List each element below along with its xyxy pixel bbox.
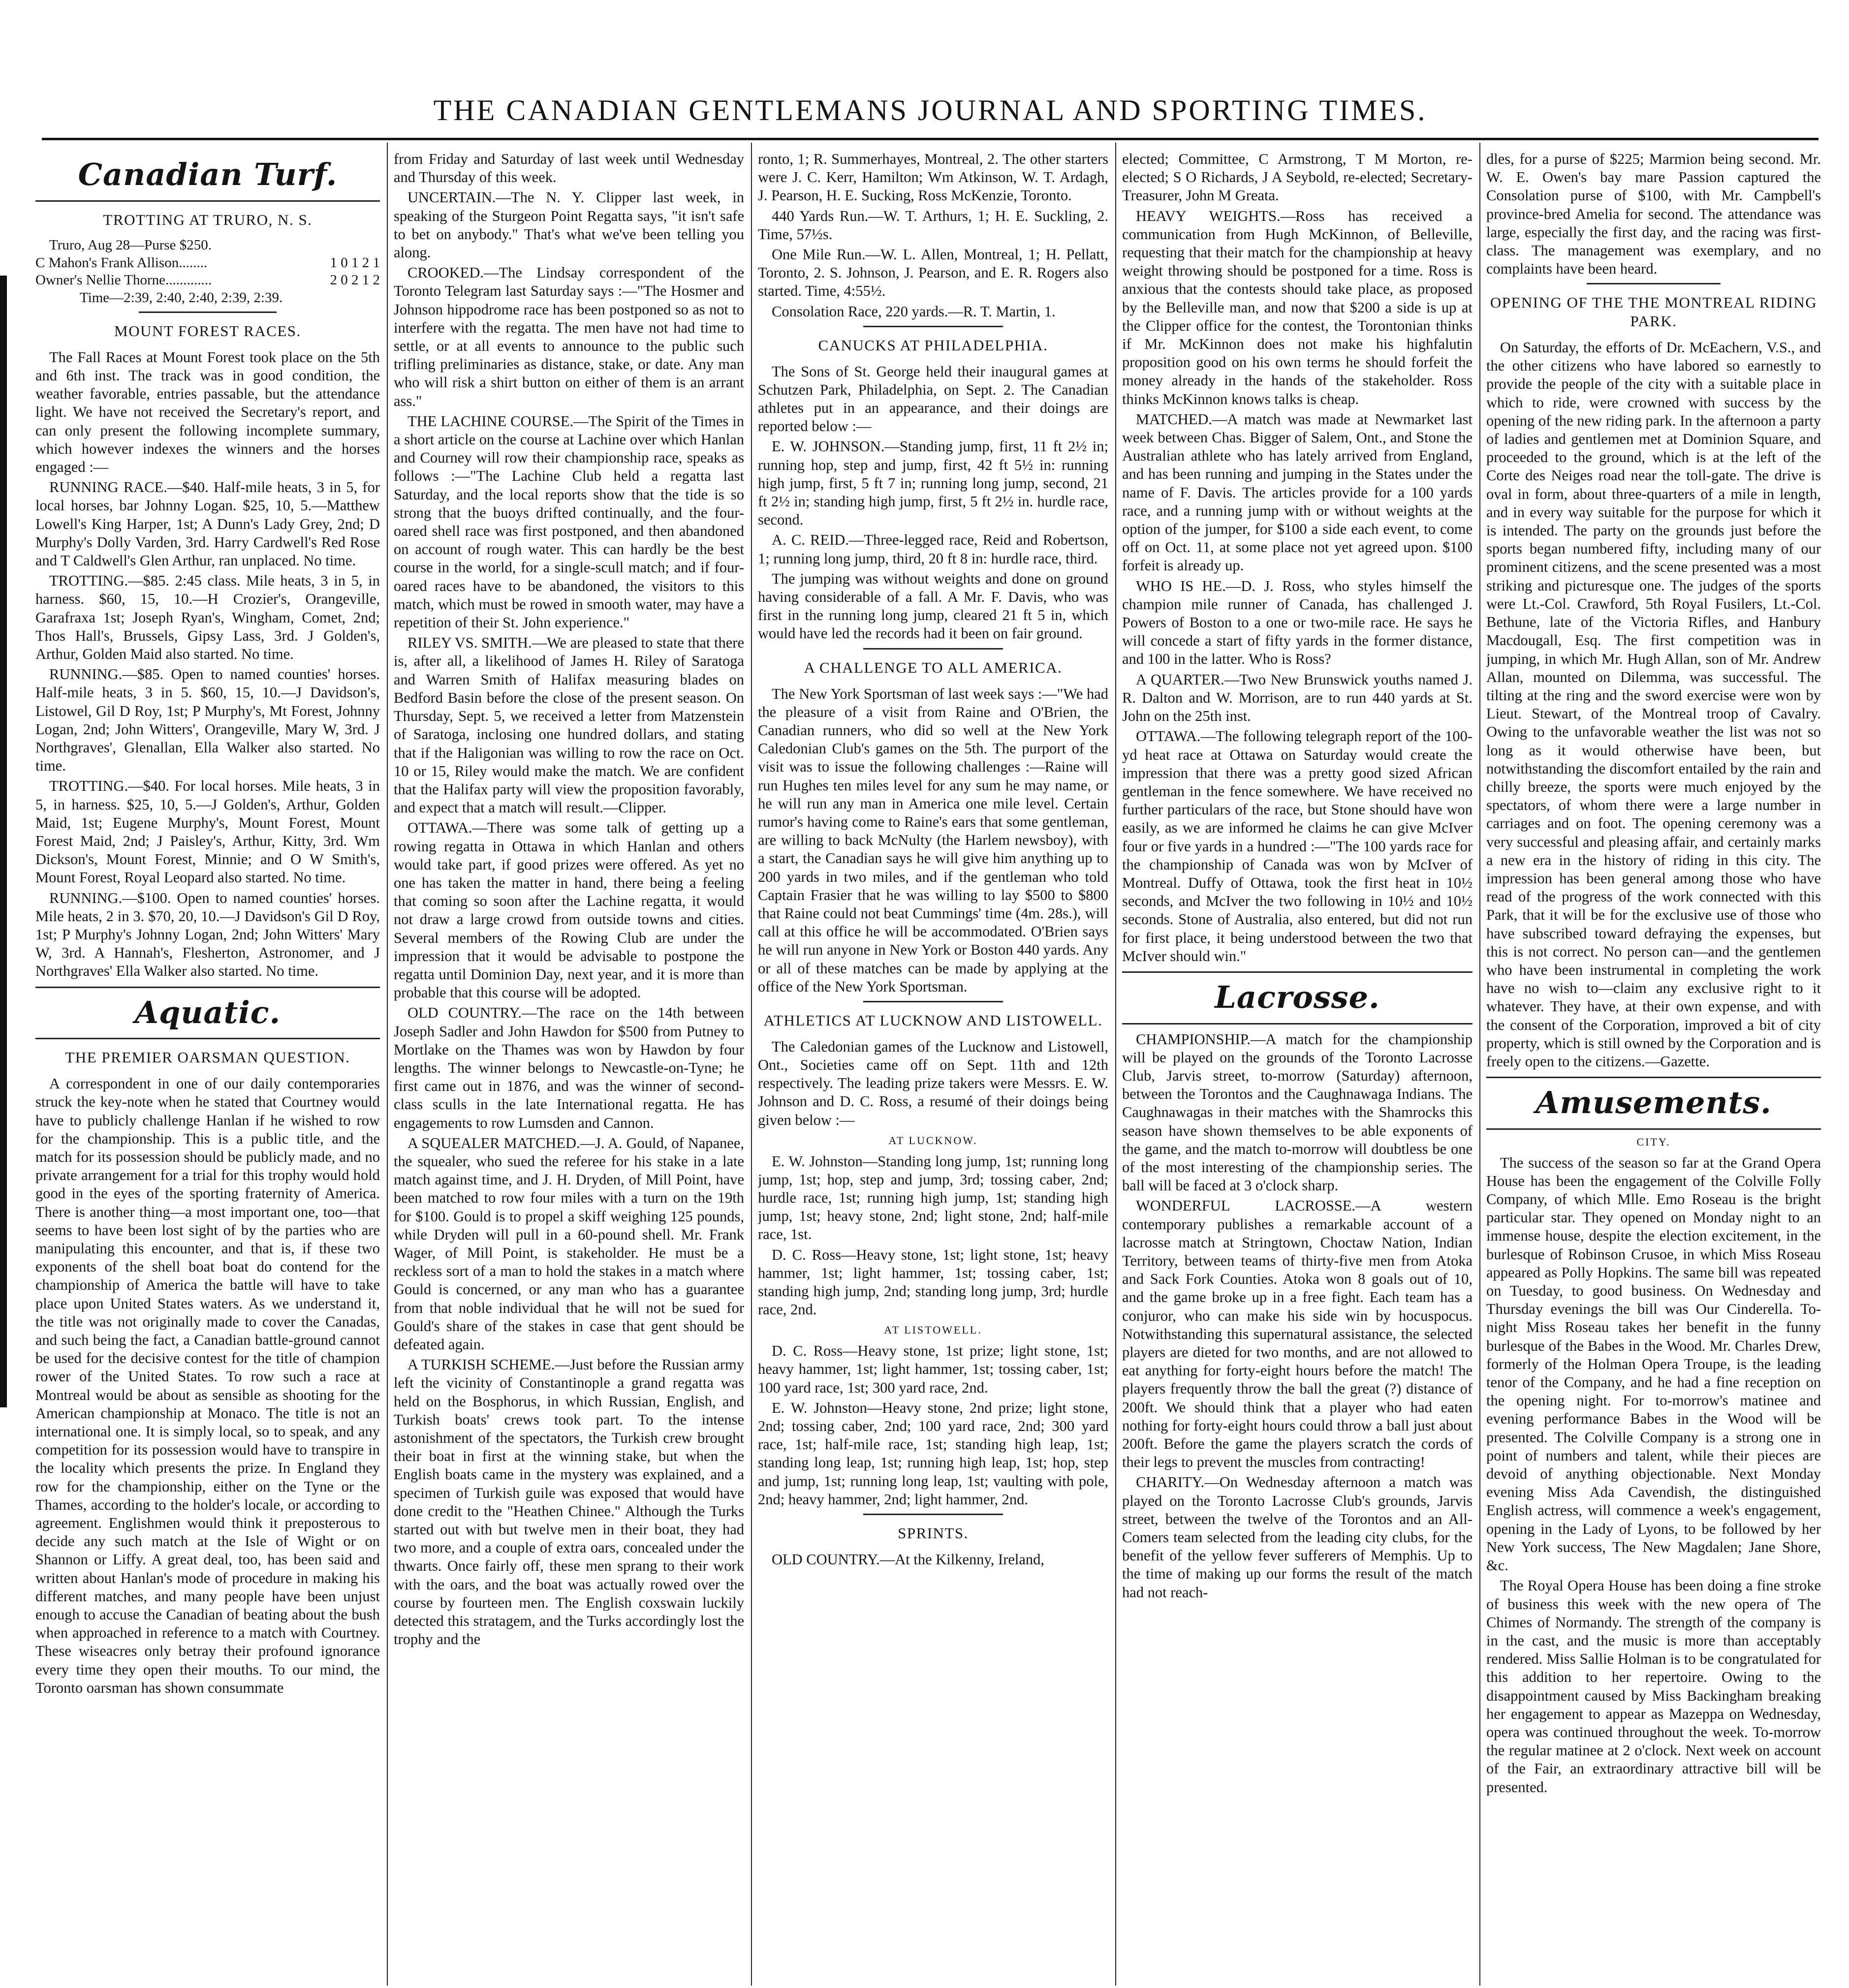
article-title: OPENING OF THE THE MONTREAL RIDING PARK. xyxy=(1490,294,1818,330)
column-4 xyxy=(1122,150,1473,1983)
article-title: CANUCKS AT PHILADELPHIA. xyxy=(818,336,1048,354)
article-title: A CHALLENGE TO ALL AMERICA. xyxy=(804,658,1063,676)
result-time: Time—2:39, 2:40, 2:40, 2:39, 2:39. xyxy=(80,289,283,306)
paragraph: ronto, 1; R. Summerhayes, Montreal, 2. The other starters were J. C. Kerr, Hamilton; Wm Atkinson, W. T. Ardagh, J. Pearson, H. E. Sucking, Ross McKenzie, Toronto. xyxy=(758,151,1108,204)
subheading: AT LUCKNOW. xyxy=(888,1134,978,1147)
paragraph: WONDERFUL LACROSSE.—A western contemporary publishes a remarkable account of a lacrosse match at Stringtown, Choctaw Nation, Indian Territory, between teams of thirty-five men from Atoka and Sack Fork Counties. Atoka won 8 goals out of 10, and the game broke up in a free fight. Each team has a conjuror, who can make his side win by hocuspocus. Notwithstanding this supernatural assistance, the selected players are dieted for two months, and are not allowed to eat anything for forty-eight hours before the match! The players frequently throw the ball the great (?) distance of 200ft. We should think that a player who had eaten nothing for forty-eight hours could throw a ball just about 200ft. Before the game the players scratch the cords of their legs to prevent the muscles from contracting! xyxy=(1122,1197,1473,1471)
paragraph: Consolation Race, 220 yards.—R. T. Martin, 1. xyxy=(772,303,1056,320)
paragraph: RILEY VS. SMITH.—We are pleased to state that there is, after all, a likelihood of James H. Riley of Saratoga and Warren Smith of Halifax measuring blades on Bedford Basin before the close of the present season. On Thursday, Sept. 5, we received a letter from Matzenstein of Saratoga, inclosing one hundred dollars, and stating that if the Haligonian was willing to row the race on Oct. 10 or 15, Riley would make the match. We are confident that the Halifax party will view the proposition favorably, and expect that a match will result.—Clipper. xyxy=(394,634,744,816)
paragraph: TROTTING.—$85. 2:45 class. Mile heats, 3 in 5, in harness. $60, 15, 10.—H Crozier's, Orangeville, Garafraxa 1st; Joseph Ryan's, Wingham, Comet, 2nd; Thos Hall's, Brussels, Gipsy Lass, 3rd. J Golden's, Arthur, Golden Maid also started. No time. xyxy=(35,572,380,662)
heat-scores: 2 0 2 1 2 xyxy=(330,272,380,288)
column-rule xyxy=(751,143,752,1986)
article-title: TROTTING AT TRURO, N. S. xyxy=(103,211,313,228)
column-2 xyxy=(394,150,744,1983)
column-rule xyxy=(387,143,388,1986)
masthead: THE CANADIAN GENTLEMANS JOURNAL AND SPORTING TIMES. xyxy=(433,94,1427,126)
subheading: AT LISTOWELL. xyxy=(884,1324,982,1336)
divider xyxy=(863,1514,1003,1515)
paragraph: RUNNING.—$100. Open to named counties' horses. Mile heats, 2 in 3. $70, 20, 10.—J Davidson's Gil D Roy, 1st; P Murphy's Johnny Logan, 2nd; John Witters' Mary W, 3rd. A Hannah's, Flesherton, Astronomer, and J Northgraves' Ella Walker also started. No time. xyxy=(35,889,380,980)
paragraph: The success of the season so far at the Grand Opera House has been the engagement of the Colville Folly Company, of which Mlle. Emo Roseau is the bright particular star. They opened on Monday night to an immense house, despite the election excitement, in the burlesque of Robinson Crusoe, in which Miss Roseau appeared as Polly Hopkins. The same bill was repeated on Tuesday, to good business. On Wednesday and Thursday evenings the bill was Our Cinderella. To-night Miss Roseau takes her benefit in the funny burlesque of the Babes in the Wood. Mr. Charles Drew, formerly of the Holman Opera Troupe, is the leading tenor of the Company, and he had a fine reception on the opening night. For to-morrow's matinee and evening performance Babes in the Wood will be presented. The Colville Company is a strong one in point of numbers and talent, while their pieces are devoid of anything objectionable. Next Monday evening Miss Ada Cavendish, the distinguished English actress, will commence a week's engagement, opening in the Lady of Lyons, to be followed by her New York success, The New Magdalen; Jane Shore, &c. xyxy=(1486,1154,1821,1574)
paragraph: D. C. Ross—Heavy stone, 1st prize; light stone, 1st; heavy hammer, 1st; light hammer, 1st; tossing caber, 1st; 100 yard race, 1st; 300 yard race, 2nd. xyxy=(758,1342,1108,1396)
section-heading-lacrosse: Lacrosse. xyxy=(1215,979,1380,1015)
paragraph: One Mile Run.—W. L. Allen, Montreal, 1; H. Pellatt, Toronto, 2. S. Johnson, J. Pearson, and E. R. Rogers also started. Time, 4:55½. xyxy=(758,246,1108,300)
divider xyxy=(35,1038,380,1039)
paragraph: On Saturday, the efforts of Dr. McEachern, V.S., and the other citizens who have labored so earnestly to provide the people of the city with a suitable place in which to ride, were crowned with success by the opening of the new riding park. In the afternoon a party of ladies and gentlemen met at Dominion Square, and proceeded to the ground, which is at the left of the Corte des Neiges road near the toll-gate. The drive is oval in form, about three-quarters of a mile in length, and in every way suitable for the purpose for which it is intended. The party on the grounds just before the sports began numbered fifty, including many of our prominent citizens, and the scene presented was a most striking and picturesque one. The judges of the sports were Lt.-Col. Crawford, 5th Royal Fusilers, Lt.-Col. Bethune, late of the Victoria Rifles, and Hanbury Macdougall, Esq. The first competition was in jumping, in which Mr. Hugh Allan, son of Mr. Andrew Allan, mounted on Dilemma, was successful. The tilting at the ring and the sword exercise were won by Lieut. Stewart, of the Montreal troop of Cavalry. Owing to the unfavorable weather the list was not so long as it would otherwise have been, but notwithstanding the discomfort entailed by the rain and chilly breeze, the sports were much enjoyed by the spectators, of whom there were a large number in carriages and on foot. The opening ceremony was a very successful and pleasing affair, and certainly marks a new era in the history of riding in this city. The impression has been general among those who have read of the progress of the work connected with this Park, that it will be for the exclusive use of those who have subscribed toward defraying the expenses, but this is not correct. No person can—and the gentlemen who have been instrumental in completing the work have no wish to—claim any exclusive right to it whatever. They have, at their own expense, and with the consent of the Corporation, improved a bit of city property, which is still owned by the Corporation and is freely open to the citizens.—Gazette. xyxy=(1486,339,1821,1070)
binding-edge xyxy=(0,276,7,1407)
article-title: SPRINTS. xyxy=(898,1524,969,1542)
paragraph: The Sons of St. George held their inaugural games at Schutzen Park, Philadelphia, on Sept. 2. The Canadian athletes put in an appearance, and their doings are reported below :— xyxy=(758,363,1108,435)
paragraph: THE LACHINE COURSE.—The Spirit of the Times in a short article on the course at Lachine over which Hanlan and Courney will row their championship race, speaks as follows :—"The Lachine Club held a regatta last Saturday, and the local reports show that the tide is so strong that the buoys drifted continually, and the four-oared shell race was first postponed, and then abandoned on account of rough water. This can hardly be the best course in the world, for a single-scull match; and if four-oared races have to be abandoned, the visitors to this match, which must be rowed in smooth water, may have a repetition of their St. John experience." xyxy=(394,412,744,631)
paragraph: WHO IS HE.—D. J. Ross, who styles himself the champion mile runner of Canada, has challenged J. Powers of Boston to a one or two-mile race. He says he will concede a start of fifty yards in the former distance, and 100 in the latter. Who is Ross? xyxy=(1122,577,1473,668)
paragraph: A. C. REID.—Three-legged race, Reid and Robertson, 1; running long jump, third, 20 ft 8 in: hurdle race, third. xyxy=(758,531,1108,567)
paragraph: UNCERTAIN.—The N. Y. Clipper last week, in speaking of the Sturgeon Point Regatta says, "it isn't safe to bet on anybody." That's what we've been telling you along. xyxy=(394,189,744,261)
paragraph: CHAMPIONSHIP.—A match for the championship will be played on the grounds of the Toronto Lacrosse Club, Jarvis street, to-morrow (Saturday) afternoon, between the Torontos and the Caughnawaga Indians. The Caughnawagas in their matches with the Shamrocks this season have shown themselves to be able exponents of the game, and the match to-morrow will doubtless be one of the most interesting of the championship series. The ball will be faced at 3 o'clock sharp. xyxy=(1122,1030,1473,1194)
divider xyxy=(863,1001,1003,1002)
paragraph: OLD COUNTRY.—At the Kilkenny, Ireland, xyxy=(772,1551,1045,1568)
paragraph: OLD COUNTRY.—The race on the 14th between Joseph Sadler and John Hawdon for $500 from Putney to Mortlake on the Thames was won by Hawdon by four lengths. The winner belongs to Newcastle-on-Tyne; he first came out in 1876, and was the winner of second-class sculls in the late International regatta. He has engagements to row Lumsden and Cannon. xyxy=(394,1004,744,1131)
paragraph: OTTAWA.—The following telegraph report of the 100-yd heat race at Ottawa on Saturday would create the impression that there was a pretty good sized African gentleman in the fence somewhere. We have received no further particulars of the race, but Stone should have won easily, as we are informed he claims he can give McIver four or five yards in a hundred :—"The 100 yards race for the championship of Canada was won by McIver of Montreal. Duffy of Ottawa, took the first heat in 10½ seconds, and McIver the two following in 10½ and 10½ seconds. Stone of Australia, also entered, but did not run for first place, it being understood between the two that McIver should win." xyxy=(1122,728,1473,964)
column-5 xyxy=(1486,150,1821,1983)
column-rule xyxy=(1479,143,1480,1986)
paragraph: 440 Yards Run.—W. T. Arthurs, 1; H. E. Suckling, 2. Time, 57½s. xyxy=(758,207,1108,243)
paragraph: A correspondent in one of our daily contemporaries struck the key-note when he stated that Courtney would have to publicly challenge Hanlan if he wished to row for the championship. This is a public title, and the match for its possession should be publicly made, and no private arrangement for a trial for this trophy would hold good in the eyes of the sporting fraternity of America. There is another thing—a most important one, too—that seems to have been lost sight of by the parties who are manipulating this encounter, and that is, if these two exponents of the shell boat boat do contend for the championship of America the battle will have to take place upon United States waters. As we understand it, the title was not originally made to cover the Canadas, and such being the fact, a Canadian battle-ground cannot be used for the decisive contest for the title of champion rower of the United States. To row such a race at Montreal would be about as sensible as shooting for the American championship at Monaco. The title is not an international one. It is simply local, so to speak, and any competition for its possession would have to transpire in the locality which presents the prize. In England they row for the championship, either on the Tyne or the Thames, according to the holder's locale, or according to agreement. Englishmen would think it preposterous to decide any such match at the Isle of Wight or on Shannon or Liffy. A great deal, too, has been said and written about Hanlan's mode of procedure in making his different matches, and many people have been unjust enough to accuse the Canadian of beating about the bush when approached in reference to a match with Courtney. These wiseacres only betray their profound ignorance every time they open their mouths. To our mind, the Toronto oarsman has shown consummate xyxy=(35,1075,380,1696)
paragraph: CROOKED.—The Lindsay correspondent of the Toronto Telegram last Saturday says :—"The Hosmer and Johnson hippodrome race has been postponed so as not to interfere with the regatta. The men have not had time to settle, or at all events to announce to the public such trifling preliminaries as distance, stake, or date. Any man who will risk a shirt button on either of them is an arrant ass." xyxy=(394,264,744,409)
paragraph: A QUARTER.—Two New Brunswick youths named J. R. Dalton and W. Morrison, are to run 440 yards at St. John on the 25th inst. xyxy=(1122,671,1473,725)
divider xyxy=(863,326,1003,327)
paragraph: The jumping was without weights and done on ground having considerable of a fall. A Mr. F. Davis, who was first in the running long jump, cleared 21 ft 5 in, which would have led the records had it been on fair ground. xyxy=(758,570,1108,642)
masthead-rule xyxy=(42,138,1818,140)
paragraph: E. W. JOHNSON.—Standing jump, first, 11 ft 2½ in; running hop, step and jump, first, 42 ft 5½ in: running high jump, first, 5 ft 7 in; running long jump, second, 21 ft 2½ in; standing high jump, first, 5 ft 2½ in. hurdle race, second. xyxy=(758,438,1108,528)
paragraph: OTTAWA.—There was some talk of getting up a rowing regatta in Ottawa in which Hanlan and others would take part, if good prizes were offered. As yet no one has taken the matter in hand, there being a feeling that coming so soon after the Lachine regatta, it would not draw a large crowd from outside towns and cities. Several members of the Rowing Club are under the impression that it would be advisable to postpone the regatta until Dominion Day, next year, and it is more than probable that this course will be adopted. xyxy=(394,819,744,1001)
results-table xyxy=(35,237,380,307)
paragraph: MATCHED.—A match was made at Newmarket last week between Chas. Bigger of Salem, Ont., and Stone the Australian athlete who has lately arrived from England, and has been running and jumping in the States under the name of F. Davis. The articles provide for a 100 yards race, and a running jump with or without weights at the option of the jumper, for $100 a side each event, to come off on Oct. 11, at some place not yet agreed upon. $100 forfeit is already up. xyxy=(1122,410,1473,574)
paragraph: D. C. Ross—Heavy stone, 1st; light stone, 1st; heavy hammer, 1st; light hammer, 1st; tossing caber, 1st; standing high jump, 2nd; standing long jump, 3rd; hurdle race, 2nd. xyxy=(758,1246,1108,1318)
paragraph: HEAVY WEIGHTS.—Ross has received a communication from Hugh McKinnon, of Belleville, requesting that their match for the championship at heavy weight throwing should be postponed for a time. Ross is anxious that the contests should take place, as proposed by the Belleville man, and now that $200 a side is up at the Clipper office for the contest, the Torontonian thinks if Mr. McKinnon does not make his highfalutin proposition good on his own terms he should forfeit the money already in the hands of the stakeholder. Ross thinks McKinnon knows talks is cheap. xyxy=(1122,207,1473,407)
result-row xyxy=(35,254,380,272)
paragraph: The Caledonian games of the Lucknow and Listowell, Ont., Societies came off on Sept. 11th and 12th respectively. The leading prize takers were Messrs. E. W. Johnson and D. C. Ross, a resumé of their doings being given below :— xyxy=(758,1038,1108,1128)
subheading: CITY. xyxy=(1636,1135,1671,1148)
divider xyxy=(35,200,380,202)
column-3 xyxy=(758,150,1108,1983)
paragraph: E. W. Johnston—Heavy stone, 2nd prize; light stone, 2nd; tossing caber, 2nd; 100 yard race, 2nd; 300 yard race, 1st; half-mile race, 1st; standing high leap, 1st; standing long leap, 1st; running high leap, 1st; hop, step and jump, 1st; running long leap, 1st; vaulting with pole, 2nd; heavy hammer, 2nd; light hammer, 2nd. xyxy=(758,1399,1108,1508)
paragraph: TROTTING.—$40. For local horses. Mile heats, 3 in 5, in harness. $25, 10, 5.—J Golden's, Arthur, Golden Maid, 1st; Eugene Murphy's, Mount Forest, Mount Forest Maid, 2nd; J Paisley's, Arthur, Kitty, 3rd. Wm Dickson's, Mount Forest, Minnie; and O W Smith's, Mount Forest, Royal Leopard also started. No time. xyxy=(35,777,380,886)
column-1 xyxy=(35,150,380,1983)
result-row xyxy=(35,272,380,289)
result-line: Truro, Aug 28—Purse $250. xyxy=(49,237,212,253)
paragraph: E. W. Johnston—Standing long jump, 1st; running long jump, 1st; hop, step and jump, 3rd; tossing caber, 2nd; hurdle race, 1st; running high jump, 1st; standing high jump, 1st; heavy stone, 2nd; light stone, 2nd; half-mile race, 1st. xyxy=(758,1152,1108,1243)
paragraph: RUNNING RACE.—$40. Half-mile heats, 3 in 5, for local horses, bar Johnny Logan. $25, 10, 5.—Matthew Lowell's King Harper, 1st; A Dunn's Lady Grey, 2nd; D Murphy's Dolly Varden, 3rd. Harry Cardwell's Red Rose and T Caldwell's Glen Arthur, ran unplaced. No time. xyxy=(35,479,380,569)
divider xyxy=(1122,1023,1473,1025)
column-rule xyxy=(1115,143,1116,1986)
article-title: THE PREMIER OARSMAN QUESTION. xyxy=(65,1049,350,1066)
section-heading-aquatic: Aquatic. xyxy=(134,994,281,1030)
paragraph: A SQUEALER MATCHED.—J. A. Gould, of Napanee, the squealer, who sued the referee for his stake in a late match against time, and J. H. Dryden, of Mill Point, have been matched to row four miles with a turn on the 19th for $100. Gould is to propel a skiff weighing 125 pounds, while Dryden will pull in a 60-pound shell. Mr. Frank Wager, of Mill Point, is stakeholder. He must be a reckless sort of a man to hold the stakes in a match where Gould is concerned, or any man who has a guarantee from that noble individual that he will not be sued for Gould's share of the stakes in case that gent should be defeated again. xyxy=(394,1134,744,1353)
divider xyxy=(1122,971,1473,973)
divider xyxy=(863,648,1003,650)
divider xyxy=(1486,1077,1821,1078)
horse-name: Owner's Nellie Thorne............. xyxy=(35,272,212,288)
heat-scores: 1 0 1 2 1 xyxy=(330,254,380,271)
paragraph: The Fall Races at Mount Forest took place on the 5th and 6th inst. The track was in good condition, the weather favorable, entries passable, but the attendance light. We have not received the Secretary's report, and can only present the following incomplete summary, which however indexes the winners and the horses engaged :— xyxy=(35,348,380,475)
article-title: MOUNT FOREST RACES. xyxy=(114,322,301,340)
section-heading-amusements: Amusements. xyxy=(1536,1085,1772,1121)
paragraph: CHARITY.—On Wednesday afternoon a match was played on the Toronto Lacrosse Club's grounds, Jarvis street, between the twelve of the Torontos and an All-Comers team selected from the leading city clubs, for the benefit of the yellow fever sufferers of Memphis. Up to the time of making up our forms the result of the match had not reach- xyxy=(1122,1474,1473,1601)
paragraph: The Royal Opera House has been doing a fine stroke of business this week with the new opera of The Chimes of Normandy. The strength of the company is in the cast, and the music is more than acceptably rendered. Miss Sallie Holman is to be congratulated for this addition to her repertoire. Owing to the disappointment caused by Miss Backingham breaking her engagement to appear as Mazeppa on Wednesday, opera was continued throughout the week. To-morrow the regular matinee at 2 o'clock. Next week on account of the Fair, an extraordinary attractive bill will be presented. xyxy=(1486,1577,1821,1796)
section-heading-turf: Canadian Turf. xyxy=(78,156,338,192)
divider xyxy=(139,311,277,313)
paragraph: elected; Committee, C Armstrong, T M Morton, re-elected; S O Richards, J A Seybold, re-elected; Secretary-Treasurer, John M Greata. xyxy=(1122,151,1473,204)
divider xyxy=(1486,1128,1821,1130)
divider xyxy=(1587,283,1721,284)
article-title: ATHLETICS AT LUCKNOW AND LISTOWELL. xyxy=(763,1011,1103,1029)
horse-name: C Mahon's Frank Allison........ xyxy=(35,254,208,271)
divider xyxy=(35,987,380,988)
paragraph: A TURKISH SCHEME.—Just before the Russian army left the vicinity of Constantinople a grand regatta was held on the Bosphorus, in which Russian, English, and Turkish boats' crews took part. To the intense astonishment of the spectators, the Turkish crew brought their boat in first at the winning stake, but when the English boats came in the mystery was explained, and a specimen of Turkish guile was exposed that would have done credit to the "Heathen Chinee." Although the Turks started out with but twelve men in their boat, they had two more, and a couple of extra oars, concealed under the thwarts. Once fairly off, these men sprang to their work with the oars, and the boat was actually rowed over the course by fourteen men. The English coxswain luckily detected this stratagem, and the Turks accordingly lost the trophy and the xyxy=(394,1356,744,1648)
paragraph: from Friday and Saturday of last week until Wednesday and Thursday of this week. xyxy=(394,151,744,186)
paragraph: dles, for a purse of $225; Marmion being second. Mr. W. E. Owen's bay mare Passion captured the Consolation purse of $100, with Mr. Campbell's province-bred Amelia for second. The attendance was large, especially the first day, and the racing was first-class. The management was exemplary, and no complaints have been heard. xyxy=(1486,151,1821,278)
paragraph: RUNNING.—$85. Open to named counties' horses. Half-mile heats, 3 in 5. $60, 15, 10.—J Davidson's, Listowel, Gil D Roy, 1st; P Murphy's, Mt Forest, Johnny Logan, 2nd; John Witters', Orangeville, Mary W, 3rd. J Northgraves', Glenallan, Ella Walker also started. No time. xyxy=(35,666,380,775)
paragraph: The New York Sportsman of last week says :—"We had the pleasure of a visit from Raine and O'Brien, the Canadian runners, who did so well at the New York Caledonian Club's games on the 5th. The purport of the visit was to issue the following challenges :—Raine will run Hughes ten miles level for any sum he may name, or he will run any man in America one mile level. Certain rumor's having come to Raine's ears that some gentleman, are willing to back McNulty (the Harlem newsboy), with a start, the Canadian says he will give him anything up to 200 yards in two miles, and if the gentleman who told Captain Frasier that he was willing to lay $500 to $800 that Raine could not beat Cummings' time (4m. 28s.), will call at this office he will be accommodated. O'Brien says he will run anyone in New York or Boston 440 yards. Any or all of these matches can be made by applying at the office of the New York Sportsman. xyxy=(758,685,1108,995)
